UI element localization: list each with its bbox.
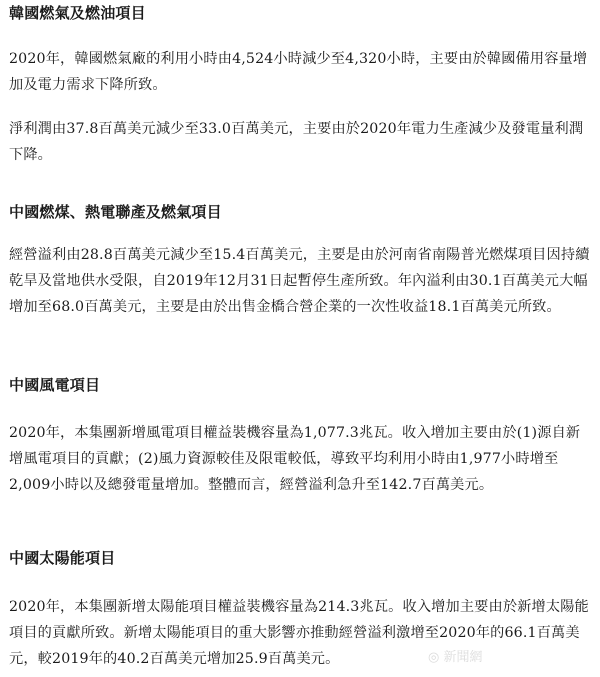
paragraph-china-coal-profit: 經營溢利由28.8百萬美元減少至15.4百萬美元，主要是由於河南省南陽普光燃煤項目因持續乾旱及當地供水受限，自2019年12月31日起暫停生產所致。年內溢利由30.1百萬美元大幅增加至68.0百萬美元，主要是由於出售金橋合營企業的一次性收益18.1百萬美元所致。 xyxy=(9,247,590,315)
paragraph-korea-net-profit: 淨利潤由37.8百萬美元減少至33.0百萬美元，主要由於2020年電力生產減少及發電量利潤下降。 xyxy=(9,121,584,163)
paragraph-china-wind: 2020年，本集團新增風電項目權益裝機容量為1,077.3兆瓦。收入增加主要由於(1)源自新增風電項目的貢獻；(2)風力資源較佳及限電較低，導致平均利用小時由1,977小時增至2,009小時以及總發電量增加。整體而言，經營溢利急升至142.7百萬美元。 xyxy=(9,425,581,493)
watermark: ◎ 新聞網 xyxy=(428,650,483,665)
section-heading-korea-gas-oil: 韓國燃氣及燃油項目 xyxy=(9,4,146,22)
section-heading-china-coal-chp-gas: 中國燃煤、熱電聯產及燃氣項目 xyxy=(9,203,222,221)
paragraph-china-solar: 2020年，本集團新增太陽能項目權益裝機容量為214.3兆瓦。收入增加主要由於新增太陽能項目的貢獻所致。新增太陽能項目的重大影響亦推動經營溢利激增至2020年的66.1百萬美元，較2019年的40.2百萬美元增加25.9百萬美元。 xyxy=(9,599,589,667)
paragraph-korea-utilization: 2020年，韓國燃氣廠的利用小時由4,524小時減少至4,320小時，主要由於韓國備用容量增加及電力需求下降所致。 xyxy=(9,51,588,93)
section-heading-china-solar: 中國太陽能項目 xyxy=(9,549,116,567)
section-heading-china-wind: 中國風電項目 xyxy=(9,376,101,394)
